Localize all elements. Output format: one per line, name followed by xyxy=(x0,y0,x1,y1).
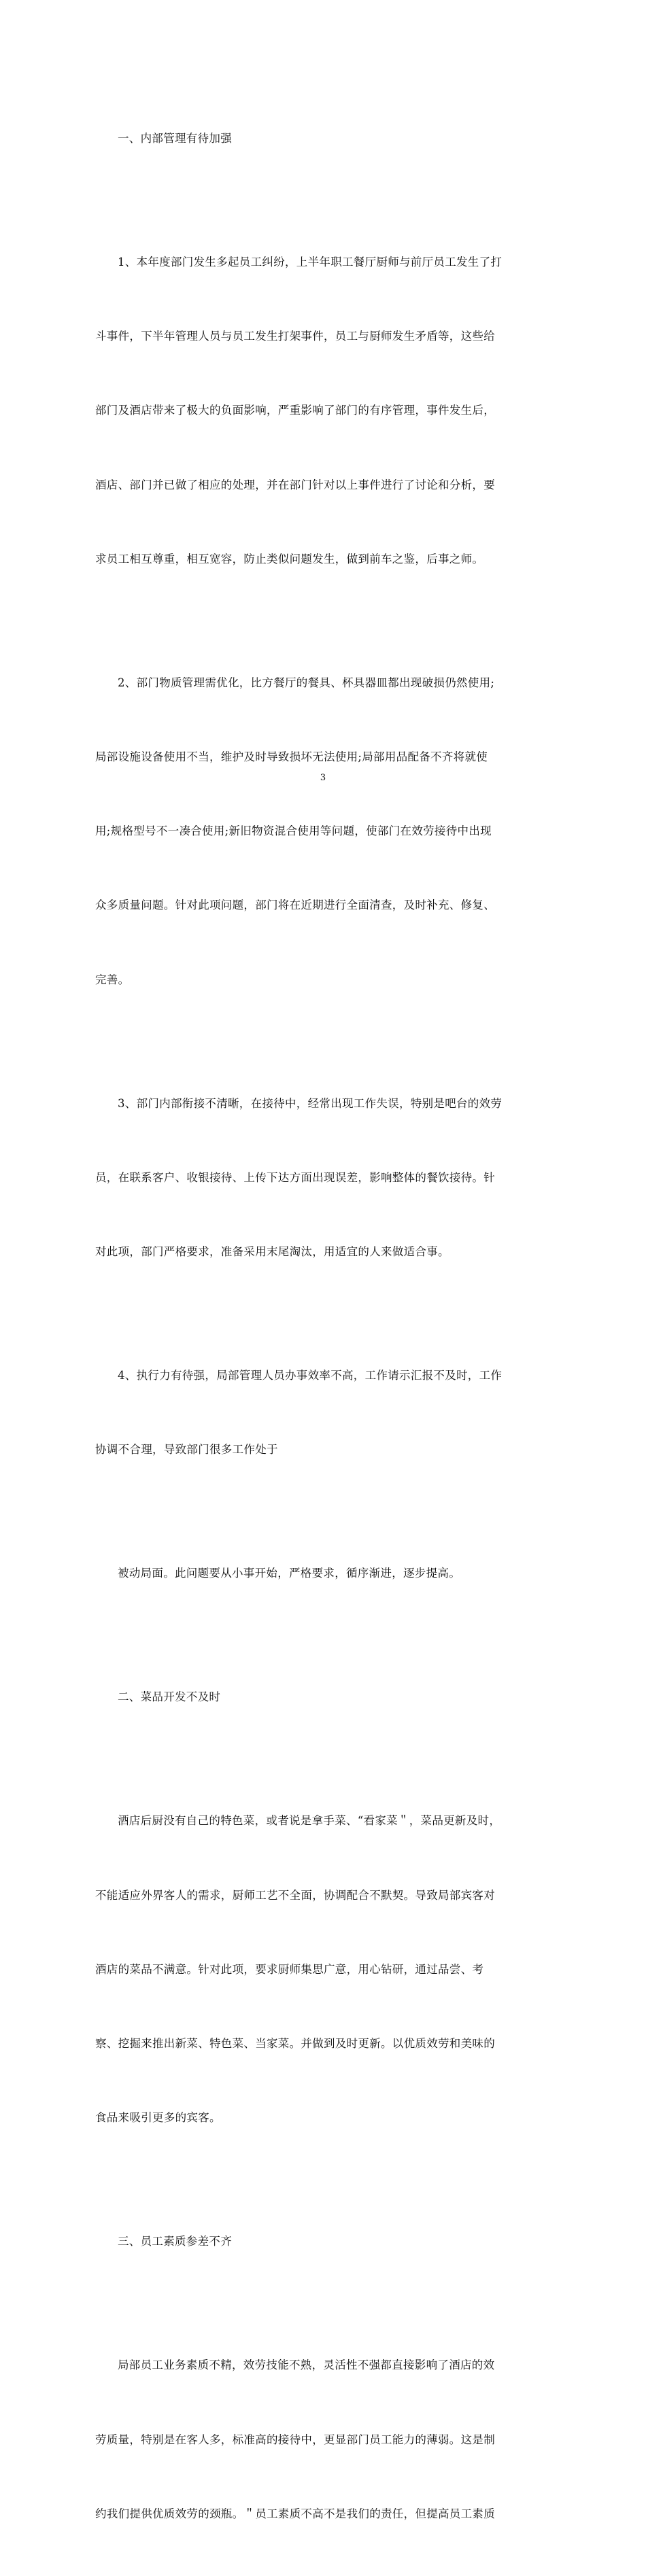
text-line: 一、内部管理有待加强 xyxy=(118,131,232,145)
text-line: 局部设施设备使用不当，维护及时导致损坏无法使用;局部用品配备不齐将就使 xyxy=(95,750,488,763)
text-line: 2、部门物质管理需优化，比方餐厅的餐具、杯具器皿都出现破损仍然使用; xyxy=(118,676,495,689)
text-line: 求员工相互尊重，相互宽容，防止类似问题发生，做到前车之鉴，后事之师。 xyxy=(95,552,484,565)
paragraph xyxy=(95,201,552,621)
document-body xyxy=(95,77,552,2576)
text-line: 三、员工素质参差不齐 xyxy=(118,2235,232,2248)
paragraph xyxy=(95,1314,552,1512)
text-line: 被动局面。此问题要从小事开始，严格要求，循序渐进，逐步提高。 xyxy=(118,1567,460,1580)
text-line: 众多质量问题。针对此项问题，部门将在近期进行全面清查，及时补充、修复、 xyxy=(95,899,495,912)
text-line: 用;规格型号不一凑合使用;新旧物资混合使用等问题，使部门在效劳接待中出现 xyxy=(95,824,492,838)
paragraph xyxy=(95,2304,552,2576)
text-line: 局部员工业务素质不精，效劳技能不熟，灵活性不强都直接影响了酒店的效 xyxy=(118,2359,495,2372)
text-line: 1、本年度部门发生多起员工纠纷，上半年职工餐厅厨师与前厅员工发生了打 xyxy=(118,255,503,268)
text-line: 完善。 xyxy=(95,973,130,986)
text-line: 员，在联系客户、收银接待、上传下达方面出现误差，影响整体的餐饮接待。针 xyxy=(95,1170,495,1184)
text-line: 斗事件，下半年管理人员与员工发生打架事件，员工与厨师发生矛盾等，这些给 xyxy=(95,330,495,343)
text-line: 劳质量，特别是在客人多，标准高的接待中，更显部门员工能力的薄弱。这是制 xyxy=(95,2433,495,2446)
text-line: 二、菜品开发不及时 xyxy=(118,1690,221,1704)
paragraph xyxy=(95,621,552,1042)
text-line: 察、挖掘来推出新菜、特色菜、当家菜。并做到及时更新。以优质效劳和美味的 xyxy=(95,2037,495,2051)
text-line: 酒店、部门并已做了相应的处理，并在部门针对以上事件进行了讨论和分析，要 xyxy=(95,478,495,491)
text-line: 4、执行力有待强，局部管理人员办事效率不高，工作请示汇报不及时，工作 xyxy=(118,1369,503,1382)
text-line: 3、部门内部衔接不清晰，在接待中，经常出现工作失误，特别是吧台的效劳 xyxy=(118,1096,503,1110)
text-line: 协调不合理，导致部门很多工作处于 xyxy=(95,1443,278,1457)
text-line: 部门及酒店带来了极大的负面影响，严重影响了部门的有序管理，事件发生后， xyxy=(95,404,495,417)
text-line: 对此项，部门严格要求，准备采用末尾淘汰，用适宜的人来做适合事。 xyxy=(95,1245,449,1259)
section-heading xyxy=(95,77,552,201)
section-heading xyxy=(95,1636,552,1760)
text-line: 酒店后厨没有自己的特色菜，或者说是拿手菜、“看家菜＂，菜品更新及时， xyxy=(118,1814,501,1828)
text-line: 约我们提供优质效劳的颈瓶。＂员工素质不高不是我们的责任，但提高员工素质 xyxy=(95,2507,495,2520)
text-line: 不能适应外界客人的需求，厨师工艺不全面，协调配合不默契。导致局部宾客对 xyxy=(95,1888,495,1902)
paragraph xyxy=(95,1042,552,1314)
section-heading xyxy=(95,2180,552,2304)
text-line: 食品来吸引更多的宾客。 xyxy=(95,2111,221,2125)
text-line: 酒店的菜品不满意。针对此项，要求厨师集思广意，用心钻研，通过品尝、考 xyxy=(95,1962,484,1976)
page-number: 3 xyxy=(320,773,326,783)
paragraph xyxy=(95,1512,552,1636)
paragraph xyxy=(95,1760,552,2180)
